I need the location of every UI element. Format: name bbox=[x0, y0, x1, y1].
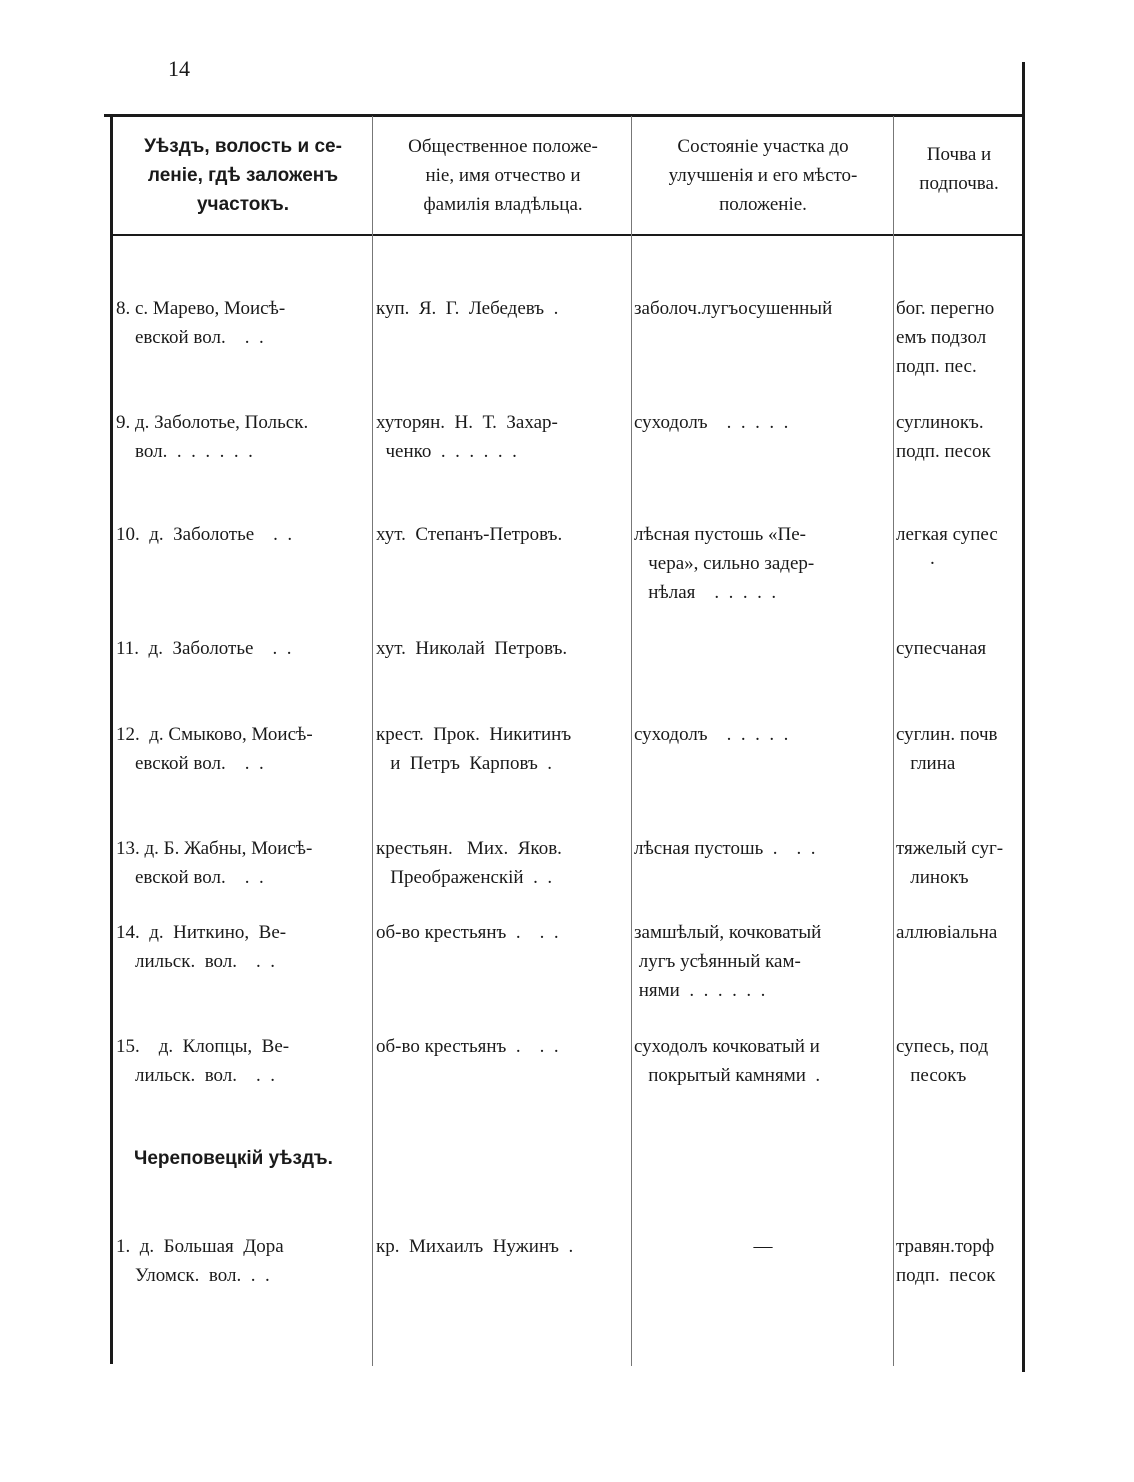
row-owner: об-во крестьянъ . . . bbox=[376, 922, 559, 943]
column-divider-2 bbox=[631, 116, 632, 1366]
row-condition: — bbox=[753, 1236, 773, 1257]
row-owner: хут. Николай Петровъ. bbox=[376, 638, 568, 659]
row-soil: суглин. почв глина bbox=[896, 724, 998, 774]
row-district: 15. д. Клопцы, Ве- лильск. вол. . . bbox=[116, 1036, 290, 1086]
row-owner: крестьян. Мих. Яков. Преображенскій . . bbox=[376, 838, 562, 888]
row-condition: суходолъ . . . . . bbox=[634, 412, 789, 433]
right-edge-rule bbox=[1022, 62, 1025, 1372]
row-soil: аллювіальна bbox=[896, 922, 998, 943]
row-owner: об-во крестьянъ . . . bbox=[376, 1036, 559, 1057]
row-soil: травян.торф подп. песок bbox=[896, 1236, 996, 1286]
section-title: Череповецкій уѣздъ. bbox=[134, 1148, 333, 1169]
row-district: 14. д. Ниткино, Ве- лильск. вол. . . bbox=[116, 922, 287, 972]
row-district: 9. д. Заболотье, Польск. вол. . . . . . . bbox=[116, 412, 309, 462]
row-condition: лѣсная пустошь «Пе- чера», сильно задер- нѣлая . . . . . bbox=[634, 524, 815, 603]
row-owner: хуторян. Н. Т. Захар- ченко . . . . . . bbox=[376, 412, 558, 462]
header-district: Уѣздъ, волость и се- леніе, гдѣ заложенъ участокъ. bbox=[144, 136, 342, 215]
row-soil: бог. перегно емъ подзол подп. пес. bbox=[896, 298, 995, 377]
row-soil: легкая супес · bbox=[896, 524, 998, 574]
row-district: 12. д. Смыково, Моисѣ- евской вол. . . bbox=[116, 724, 313, 774]
row-owner: крест. Прок. Никитинъ и Петръ Карповъ . bbox=[376, 724, 572, 774]
row-soil: тяжелый суг- линокъ bbox=[896, 838, 1004, 888]
header-soil: Почва и подпочва. bbox=[919, 144, 999, 194]
column-divider-3 bbox=[893, 116, 894, 1366]
column-divider-1 bbox=[372, 116, 373, 1366]
row-condition: заболоч.лугъосушенный bbox=[634, 298, 833, 319]
row-soil: супесчаная bbox=[896, 638, 987, 659]
row-owner: хут. Степанъ-Петровъ. bbox=[376, 524, 563, 545]
row-condition: суходолъ кочковатый и покрытый камнями . bbox=[634, 1036, 821, 1086]
row-district: 8. с. Марево, Моисѣ- евской вол. . . bbox=[116, 298, 286, 348]
row-soil: супесь, под песокъ bbox=[896, 1036, 989, 1086]
row-owner: куп. Я. Г. Лебедевъ . bbox=[376, 298, 559, 319]
row-condition: лѣсная пустошь . . . bbox=[634, 838, 816, 859]
header-rule bbox=[112, 234, 1024, 236]
row-district: 11. д. Заболотье . . bbox=[116, 638, 292, 659]
row-condition: замшѣлый, кочковатый лугъ усѣянный кам- нями . . . . . . bbox=[634, 922, 822, 1001]
header-owner: Общественное положе- ніе, имя отчество и фамилія владѣльца. bbox=[408, 136, 598, 215]
row-condition: суходолъ . . . . . bbox=[634, 724, 789, 745]
row-soil: суглинокъ. подп. песок bbox=[896, 412, 991, 462]
row-district: 10. д. Заболотье . . bbox=[116, 524, 293, 545]
left-edge-rule bbox=[110, 114, 113, 1364]
row-owner: кр. Михаилъ Нужинъ . bbox=[376, 1236, 574, 1257]
top-rule bbox=[104, 114, 1024, 117]
page-number: 14 bbox=[168, 56, 190, 81]
row-district: 1. д. Большая Дора Уломск. вол. . . bbox=[116, 1236, 284, 1286]
header-condition: Состояніе участка до улучшенія и его мѣсто- положеніе. bbox=[668, 136, 858, 215]
row-district: 13. д. Б. Жабны, Моисѣ- евской вол. . . bbox=[116, 838, 313, 888]
